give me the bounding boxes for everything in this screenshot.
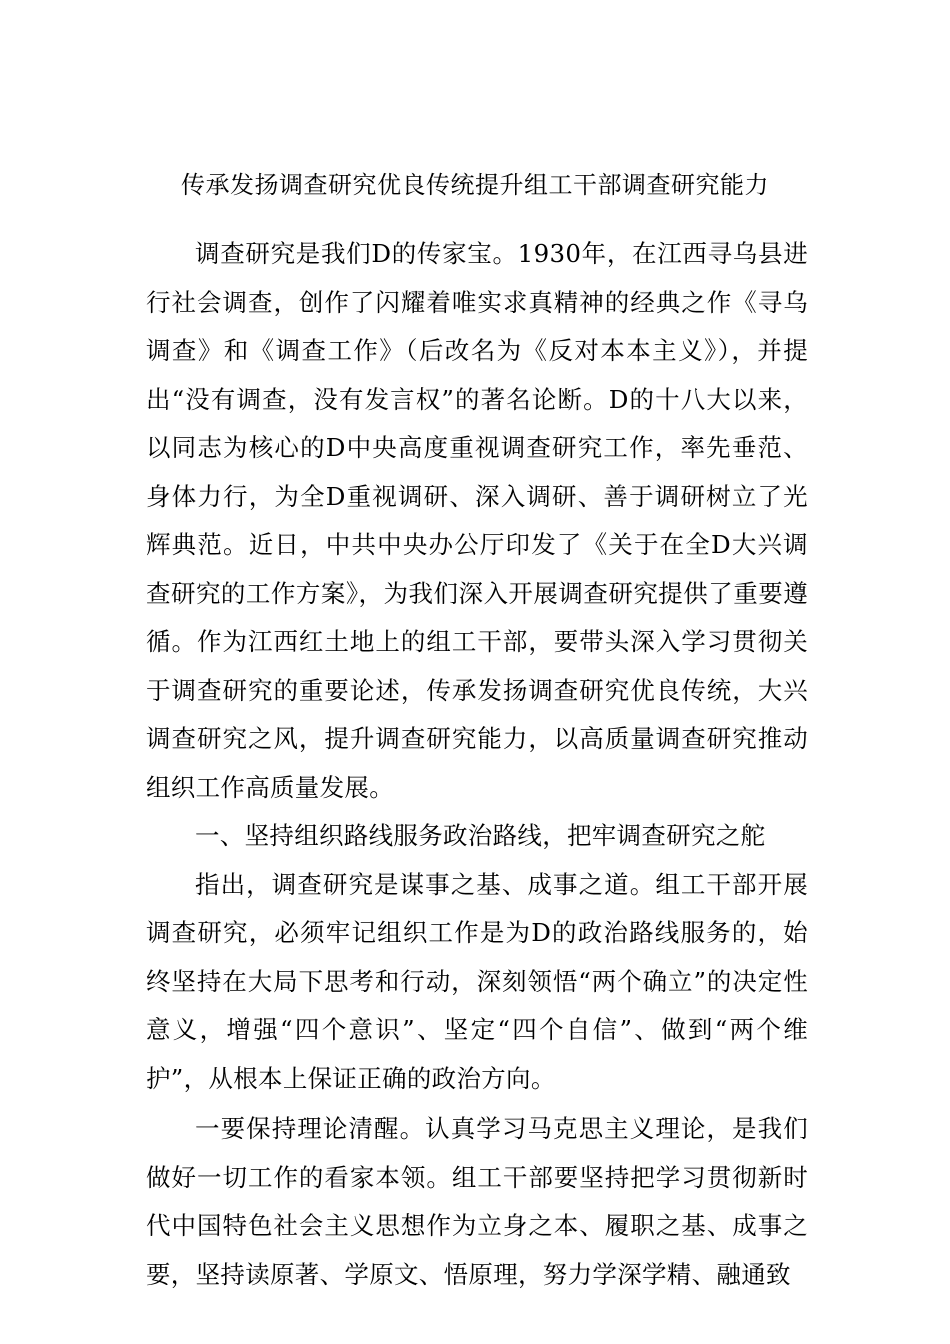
paragraph-intro: 调查研究是我们D的传家宝。1930年，在江西寻乌县进行社会调查，创作了闪耀着唯实求真精神的经典之作《寻乌调查》和《调查工作》（后改名为《反对本本主义》），并提出“没有调查，没有发言权”的著名论断。D的十八大以来，以同志为核心的D中央高度重视调查研究工作，率先垂范、身体力行，为全D重视调研、深入调研、善于调研树立了光辉典范。近日，中共中央办公厅印发了《关于在全D大兴调查研究的工作方案》，为我们深入开展调查研究提供了重要遵循。作为江西红土地上的组工干部，要带头深入学习贯彻关于调查研究的重要论述，传承发扬调查研究优良传统，大兴调查研究之风，提升调查研究能力，以高质量调查研究推动组织工作高质量发展。 [146, 239, 808, 802]
document-title: 传承发扬调查研究优良传统提升组工干部调查研究能力 [181, 171, 769, 199]
paragraph-theory-clarity: 一要保持理论清醒。认真学习马克思主义理论，是我们做好一切工作的看家本领。组工干部要坚持把学习贯彻新时代中国特色社会主义思想作为立身之本、履职之基、成事之要，坚持读原著、学原文、悟原理，努力学深学精、融通致 [146, 1114, 808, 1289]
paragraph-section-1-intro: 指出，调查研究是谋事之基、成事之道。组工干部开展调查研究，必须牢记组织工作是为D的政治路线服务的，始终坚持在大局下思考和行动，深刻领悟“两个确立”的决定性意义，增强“四个意识”、坚定“四个自信”、做到“两个维护”，从根本上保证正确的政治方向。 [146, 869, 808, 1093]
document-body [146, 230, 808, 1299]
section-heading-1: 一、坚持组织路线服务政治路线，把牢调查研究之舵 [195, 821, 766, 850]
